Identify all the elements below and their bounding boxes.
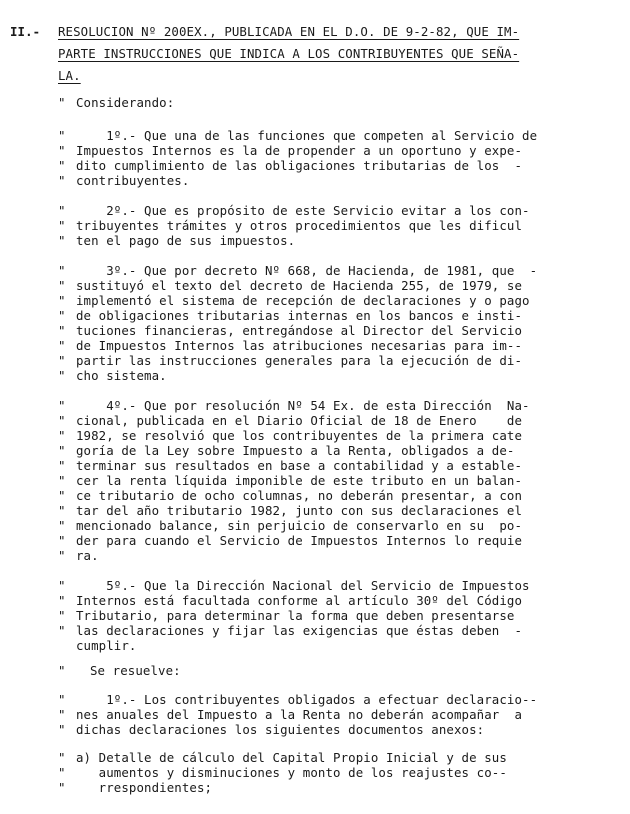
quote-mark: " (58, 443, 66, 458)
quote-mark: " (58, 95, 66, 110)
considerando-4-line: 1982, se resolvió que los contribuyentes de la primera cate (76, 428, 523, 443)
considerando-4-line: cional, publicada en el Diario Oficial de 18 de Enero de (76, 413, 523, 428)
quote-mark: " (58, 518, 66, 533)
considerando-3-line: 3º.- Que por decreto Nº 668, de Hacienda, de 1981, que - (76, 263, 538, 278)
considerando-4-line: terminar sus resultados en base a contabilidad y a estable- (76, 458, 523, 473)
considerando-4-line: cer la renta líquida imponible de este tributo en un balan- (76, 473, 523, 488)
quote-mark: " (58, 623, 66, 638)
quote-mark: " (58, 780, 66, 795)
quote-mark: " (58, 548, 66, 563)
considerando-5-line: Internos está facultada conforme al artículo 30º del Código (76, 593, 523, 608)
considerando-4-line: ra. (76, 548, 99, 563)
considerando-3-line: sustituyó el texto del decreto de Hacienda 255, de 1979, se (76, 278, 523, 293)
considerando-4-line: tar del año tributario 1982, junto con sus declaraciones el (76, 503, 523, 518)
quote-mark: " (58, 765, 66, 780)
considerando-5-line: Tributario, para determinar la forma que deben presentarse (76, 608, 515, 623)
considerando-4-line: der para cuando el Servicio de Impuestos Internos lo requie (76, 533, 523, 548)
quote-mark: " (58, 143, 66, 158)
quote-mark: " (58, 578, 66, 593)
quote-mark: " (58, 218, 66, 233)
considerando-2-line: 2º.- Que es propósito de este Servicio evitar a los con- (76, 203, 530, 218)
quote-mark: " (58, 173, 66, 188)
resuelve-1-line: dichas declaraciones los siguientes documentos anexos: (76, 722, 485, 737)
item-a-line: a) Detalle de cálculo del Capital Propio Inicial y de sus (76, 750, 507, 765)
item-a-line: aumentos y disminuciones y monto de los reajustes co-- (76, 765, 507, 780)
considerando-1-line: 1º.- Que una de las funciones que competen al Servicio de (76, 128, 538, 143)
considerando-4-line: ce tributario de ocho columnas, no deberán presentar, a con (76, 488, 523, 503)
considerando-3-line: tuciones financieras, entregándose al Director del Servicio (76, 323, 523, 338)
considerando-1-line: dito cumplimiento de las obligaciones tributarias de los - (76, 158, 523, 173)
section-number: II.- (10, 24, 41, 39)
quote-mark: " (58, 158, 66, 173)
considerando-3-line: partir las instrucciones generales para la ejecución de di- (76, 353, 523, 368)
se-resuelve-label: Se resuelve: (90, 663, 181, 678)
heading-line-1: RESOLUCION Nº 200EX., PUBLICADA EN EL D.O. DE 9-2-82, QUE IM- (58, 24, 520, 39)
considerando-4-line: mencionado balance, sin perjuicio de conservarlo en su po- (76, 518, 523, 533)
quote-mark: " (58, 488, 66, 503)
quote-mark: " (58, 722, 66, 737)
considerando-5-line: cumplir. (76, 638, 137, 653)
quote-mark: " (58, 663, 66, 678)
heading-line-2: PARTE INSTRUCCIONES QUE INDICA A LOS CONTRIBUYENTES QUE SEÑA- (58, 46, 520, 61)
considerando-2-line: tribuyentes trámites y otros procedimientos que les dificul (76, 218, 523, 233)
quote-mark: " (58, 533, 66, 548)
quote-mark: " (58, 368, 66, 383)
quote-mark: " (58, 353, 66, 368)
considerando-5-line: 5º.- Que la Dirección Nacional del Servicio de Impuestos (76, 578, 530, 593)
quote-mark: " (58, 413, 66, 428)
resuelve-1-line: nes anuales del Impuesto a la Renta no deberán acompañar a (76, 707, 523, 722)
considerando-label: Considerando: (76, 95, 175, 110)
quote-mark: " (58, 263, 66, 278)
quote-mark: " (58, 428, 66, 443)
considerando-4-line: goría de la Ley sobre Impuesto a la Renta, obligados a de- (76, 443, 515, 458)
quote-mark: " (58, 308, 66, 323)
quote-mark: " (58, 293, 66, 308)
quote-mark: " (58, 750, 66, 765)
quote-mark: " (58, 692, 66, 707)
quote-mark: " (58, 398, 66, 413)
considerando-1-line: Impuestos Internos es la de propender a un oportuno y expe- (76, 143, 523, 158)
item-a-line: rrespondientes; (76, 780, 213, 795)
considerando-1-line: contribuyentes. (76, 173, 190, 188)
quote-mark: " (58, 608, 66, 623)
quote-mark: " (58, 503, 66, 518)
considerando-3-line: implementó el sistema de recepción de declaraciones y o pago (76, 293, 530, 308)
considerando-3-line: de Impuestos Internos las atribuciones necesarias para im-- (76, 338, 523, 353)
considerando-3-line: cho sistema. (76, 368, 167, 383)
quote-mark: " (58, 338, 66, 353)
heading-line-3: LA. (58, 68, 81, 83)
considerando-2-line: ten el pago de sus impuestos. (76, 233, 296, 248)
quote-mark: " (58, 473, 66, 488)
considerando-3-line: de obligaciones tributarias internas en los bancos e insti- (76, 308, 523, 323)
quote-mark: " (58, 278, 66, 293)
considerando-4-line: 4º.- Que por resolución Nº 54 Ex. de esta Dirección Na- (76, 398, 530, 413)
quote-mark: " (58, 707, 66, 722)
quote-mark: " (58, 323, 66, 338)
quote-mark: " (58, 233, 66, 248)
quote-mark: " (58, 128, 66, 143)
quote-mark: " (58, 203, 66, 218)
quote-mark: " (58, 593, 66, 608)
considerando-5-line: las declaraciones y fijar las exigencias que éstas deben - (76, 623, 523, 638)
quote-mark: " (58, 458, 66, 473)
resuelve-1-line: 1º.- Los contribuyentes obligados a efectuar declaracio-- (76, 692, 538, 707)
